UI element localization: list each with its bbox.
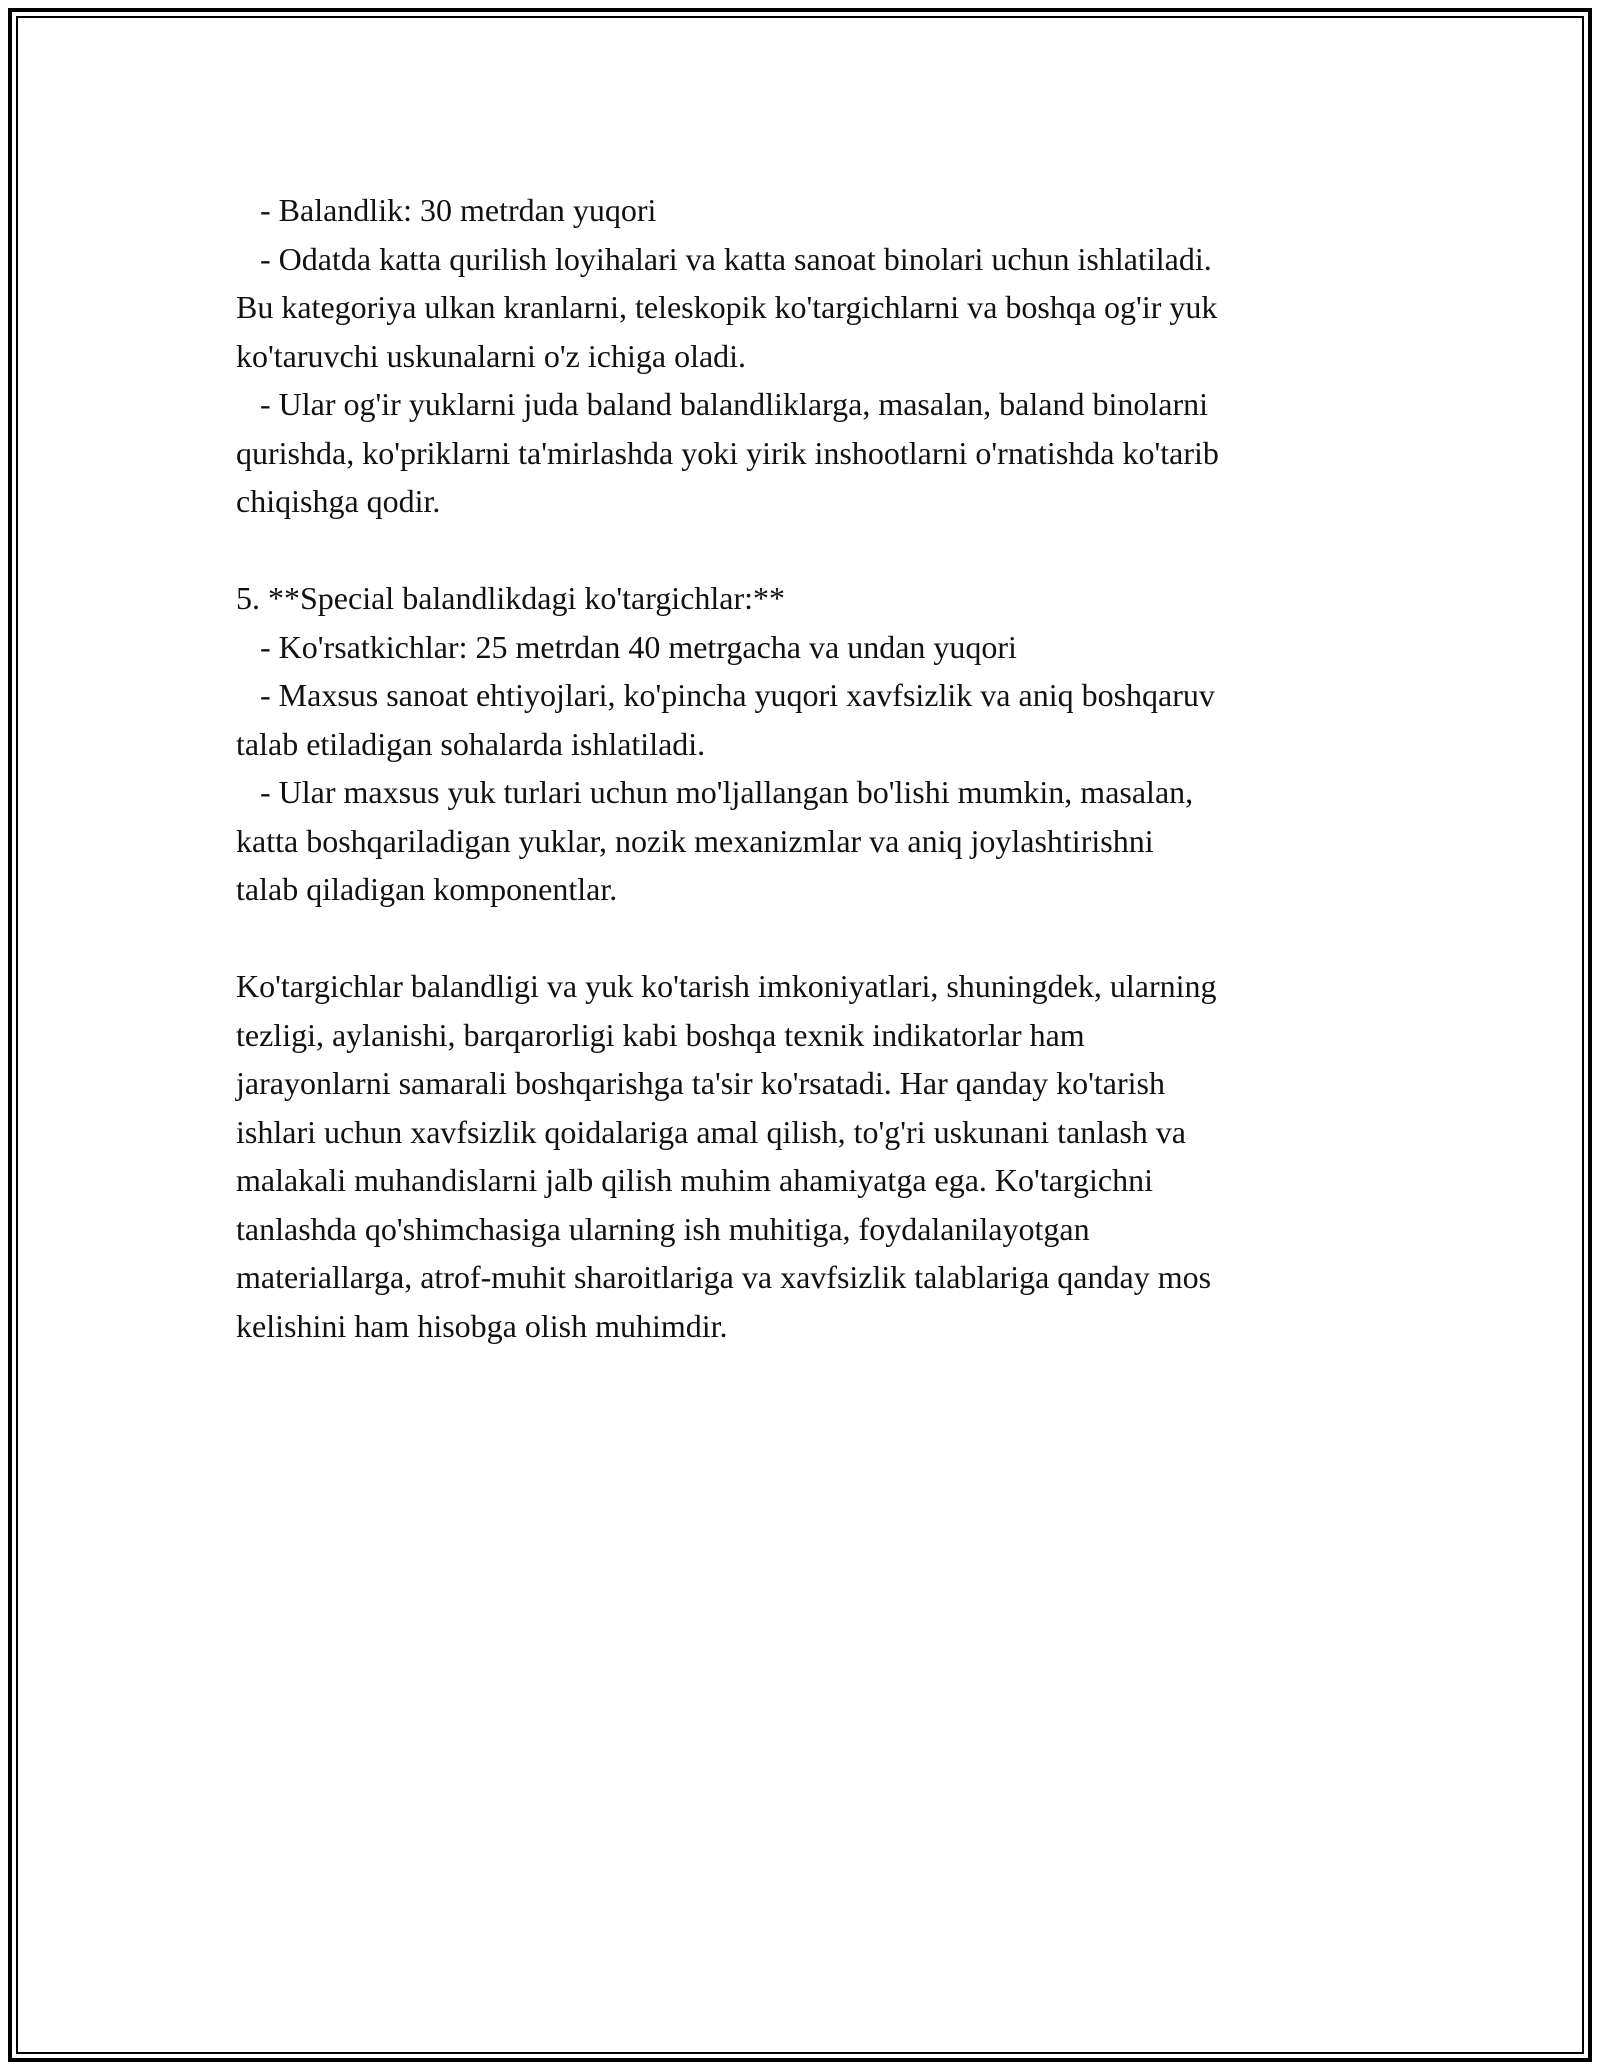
document-body bbox=[236, 186, 1416, 1350]
text-line: - Ular maxsus yuk turlari uchun mo'ljallangan bo'lishi mumkin, masalan, bbox=[236, 774, 1194, 810]
section-heading: 5. **Special balandlikdagi ko'targichlar:** bbox=[236, 580, 786, 616]
paragraph-height-category bbox=[236, 186, 1416, 526]
paragraph-gap bbox=[236, 526, 1416, 575]
text-line: tezligi, aylanishi, barqarorligi kabi boshqa texnik indikatorlar ham bbox=[236, 1016, 1085, 1053]
text-line: - Maxsus sanoat ehtiyojlari, ko'pincha yuqori xavfsizlik va aniq boshqaruv bbox=[236, 677, 1215, 713]
text-line: talab qiladigan komponentlar. bbox=[236, 871, 618, 907]
text-line: qurishda, ko'priklarni ta'mirlashda yoki yirik inshootlarni o'rnatishda ko'tarib bbox=[236, 434, 1219, 471]
text-line: kelishini ham hisobga olish muhimdir. bbox=[236, 1307, 728, 1344]
text-line: - Ko'rsatkichlar: 25 metrdan 40 metrgacha va undan yuqori bbox=[236, 628, 1017, 665]
text-line: materiallarga, atrof-muhit sharoitlariga va xavfsizlik talablariga qanday mos bbox=[236, 1259, 1212, 1295]
paragraph-special-lifts bbox=[236, 574, 1416, 914]
text-line: tanlashda qo'shimchasiga ularning ish muhitiga, foydalanilayotgan bbox=[236, 1210, 1090, 1247]
text-line: chiqishga qodir. bbox=[236, 483, 441, 519]
text-line: Ko'targichlar balandligi va yuk ko'tarish imkoniyatlari, shuningdek, ularning bbox=[236, 968, 1217, 1004]
text-line: malakali muhandislarni jalb qilish muhim ahamiyatga ega. Ko'targichni bbox=[236, 1162, 1153, 1198]
text-line: - Odatda katta qurilish loyihalari va katta sanoat binolari uchun ishlatiladi. bbox=[236, 240, 1212, 277]
text-line: jarayonlarni samarali boshqarishga ta'sir ko'rsatadi. Har qanday ko'tarish bbox=[236, 1065, 1165, 1101]
paragraph-gap bbox=[236, 914, 1416, 963]
text-line: ko'taruvchi uskunalarni o'z ichiga oladi. bbox=[236, 337, 747, 374]
text-line: ishlari uchun xavfsizlik qoidalariga amal qilish, to'g'ri uskunani tanlash va bbox=[236, 1113, 1186, 1150]
text-line: katta boshqariladigan yuklar, nozik mexanizmlar va aniq joylashtirishni bbox=[236, 822, 1154, 859]
text-line: talab etiladigan sohalarda ishlatiladi. bbox=[236, 725, 706, 762]
text-line: - Balandlik: 30 metrdan yuqori bbox=[236, 192, 657, 228]
text-line: Bu kategoriya ulkan kranlarni, teleskopik ko'targichlarni va boshqa og'ir yuk bbox=[236, 289, 1218, 325]
text-line: - Ular og'ir yuklarni juda baland balandliklarga, masalan, baland binolarni bbox=[236, 386, 1208, 422]
paragraph-conclusion bbox=[236, 962, 1416, 1350]
